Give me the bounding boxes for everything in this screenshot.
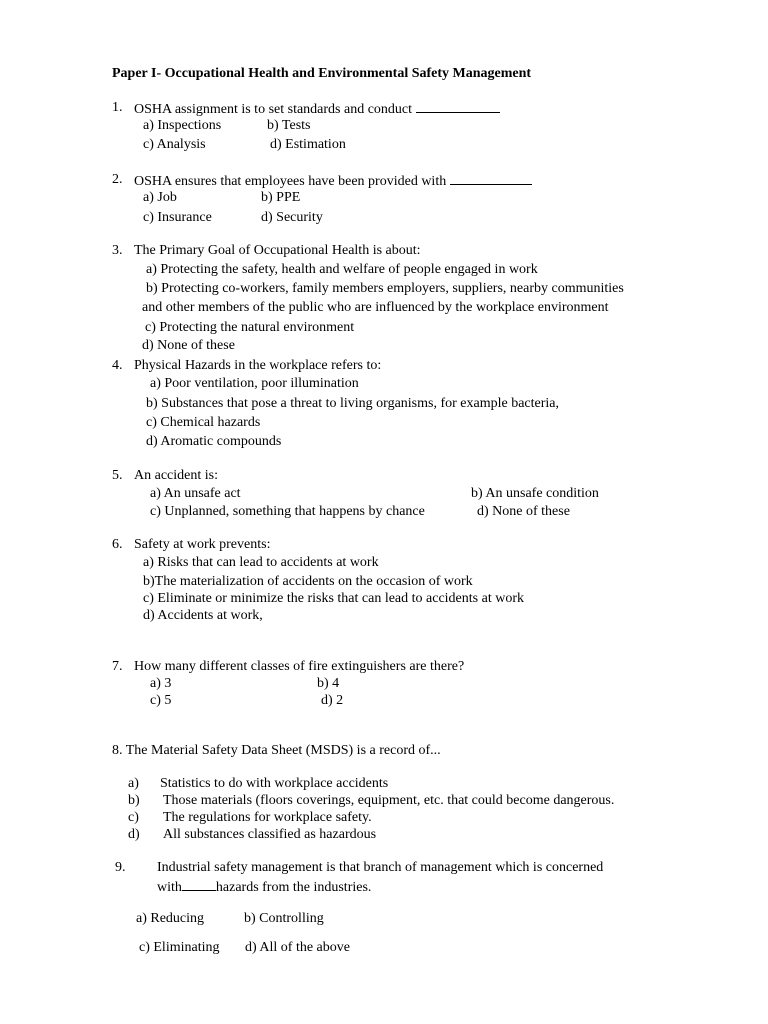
q1-option-d: d) Estimation	[270, 137, 346, 152]
question-5-text: An accident is:	[134, 468, 218, 483]
q7-option-b: b) 4	[317, 676, 340, 691]
question-4-text: Physical Hazards in the workplace refers to:	[134, 358, 382, 373]
question-2-number: 2.	[112, 172, 123, 187]
q1-option-c: c) Analysis	[143, 137, 206, 152]
q6-option-b: b)The materialization of accidents on the occasion of work	[143, 574, 473, 589]
q3-option-c: c) Protecting the natural environment	[145, 320, 355, 335]
q8-option-d: All substances classified as hazardous	[163, 827, 377, 842]
q3-option-b-line1: b) Protecting co-workers, family members employers, suppliers, nearby communities	[146, 281, 624, 296]
question-3-number: 3.	[112, 243, 123, 258]
q1-option-b: b) Tests	[267, 118, 311, 133]
paper-title: Paper I- Occupational Health and Environmental Safety Management	[112, 66, 532, 81]
q6-option-a: a) Risks that can lead to accidents at work	[143, 555, 379, 570]
q6-option-d: d) Accidents at work,	[143, 608, 263, 623]
answer-blank	[450, 172, 532, 185]
question-3-text: The Primary Goal of Occupational Health is about:	[134, 243, 421, 258]
q5-option-a: a) An unsafe act	[150, 486, 241, 501]
q3-option-b-line2: and other members of the public who are influenced by the workplace environment	[142, 300, 609, 315]
q1-option-a: a) Inspections	[143, 118, 222, 133]
q8-option-a: Statistics to do with workplace accidents	[160, 776, 389, 791]
q8-option-c: The regulations for workplace safety.	[163, 810, 372, 825]
q2-option-b: b) PPE	[261, 190, 301, 205]
question-4-number: 4.	[112, 358, 123, 373]
q9-option-b: b) Controlling	[244, 911, 324, 926]
q8-option-d-label: d)	[128, 827, 140, 842]
question-7-text: How many different classes of fire extinguishers are there?	[134, 659, 465, 674]
q5-option-b: b) An unsafe condition	[471, 486, 599, 501]
q4-option-a: a) Poor ventilation, poor illumination	[150, 376, 359, 391]
question-9-number: 9.	[115, 860, 126, 875]
q5-option-c: c) Unplanned, something that happens by chance	[150, 504, 425, 519]
q5-option-d: d) None of these	[477, 504, 570, 519]
q8-option-b: Those materials (floors coverings, equipment, etc. that could become dangerous.	[163, 793, 615, 808]
q8-option-b-label: b)	[128, 793, 140, 808]
question-7-number: 7.	[112, 659, 123, 674]
q2-option-a: a) Job	[143, 190, 177, 205]
q8-option-c-label: c)	[128, 810, 139, 825]
q6-option-c: c) Eliminate or minimize the risks that can lead to accidents at work	[143, 591, 524, 606]
q7-option-d: d) 2	[321, 693, 344, 708]
q4-option-c: c) Chemical hazards	[146, 415, 261, 430]
q3-option-a: a) Protecting the safety, health and welfare of people engaged in work	[146, 262, 538, 277]
question-1-number: 1.	[112, 100, 123, 115]
q2-option-c: c) Insurance	[143, 210, 212, 225]
q9-option-a: a) Reducing	[136, 911, 205, 926]
question-6-text: Safety at work prevents:	[134, 537, 271, 552]
answer-blank	[182, 878, 216, 891]
question-2-text: OSHA ensures that employees have been provided with	[134, 172, 532, 190]
question-8-text: 8. The Material Safety Data Sheet (MSDS) is a record of...	[112, 743, 441, 758]
q4-option-b: b) Substances that pose a threat to living organisms, for example bacteria,	[146, 396, 560, 411]
question-1-text: OSHA assignment is to set standards and conduct	[134, 100, 500, 118]
q9-option-c: c) Eliminating	[139, 940, 220, 955]
question-6-number: 6.	[112, 537, 123, 552]
question-9-text-line2: with hazards from the industries.	[157, 880, 372, 895]
q4-option-d: d) Aromatic compounds	[146, 434, 282, 449]
q2-option-d: d) Security	[261, 210, 323, 225]
q9-option-d: d) All of the above	[245, 940, 350, 955]
q3-option-d: d) None of these	[142, 338, 235, 353]
question-9-text-line1: Industrial safety management is that branch of management which is concerned	[157, 860, 604, 875]
q7-option-a: a) 3	[150, 676, 172, 691]
q8-option-a-label: a)	[128, 776, 139, 791]
answer-blank	[416, 100, 500, 113]
q7-option-c: c) 5	[150, 693, 172, 708]
question-5-number: 5.	[112, 468, 123, 483]
